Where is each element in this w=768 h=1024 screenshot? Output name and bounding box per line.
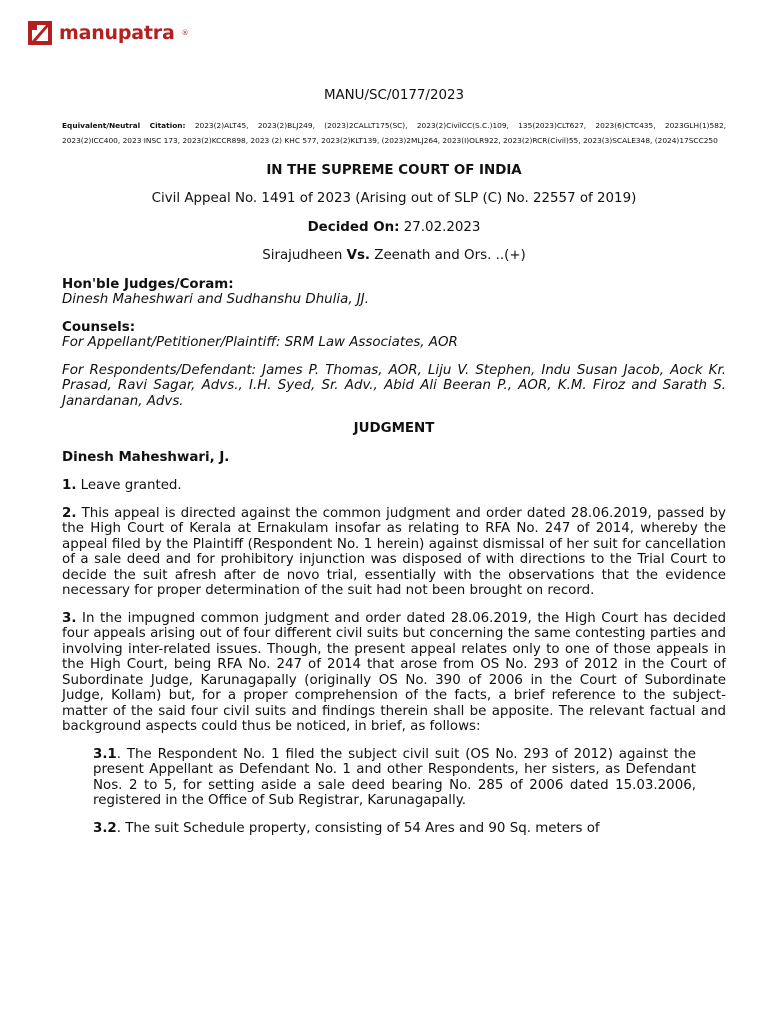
paragraph-text: Leave granted. bbox=[76, 478, 182, 494]
document-page bbox=[62, 88, 726, 848]
manupatra-logo-icon bbox=[27, 20, 53, 46]
judgment-author: Dinesh Maheshwari, J. bbox=[62, 449, 230, 465]
counsels-heading: Counsels: bbox=[62, 319, 136, 335]
counsel-respondents: For Respondents/Defendant: James P. Thomas, AOR, Liju V. Stephen, Indu Susan Jacob, Aock Kr. Prasad, Ravi Sagar, Advs., I.H. Syed, Sr. Adv., Abid Ali Beeran P., AOR, K.M. Firoz and Sarath S. Janardanan, Advs. bbox=[62, 362, 726, 409]
decided-on bbox=[62, 220, 726, 236]
case-parties bbox=[62, 248, 726, 264]
versus-label: Vs. bbox=[346, 248, 370, 264]
party-appellant: Sirajudheen bbox=[262, 248, 343, 264]
sub-paragraph-text: . The suit Schedule property, consisting of 54 Ares and 90 Sq. meters of bbox=[116, 820, 600, 836]
paragraph bbox=[62, 478, 726, 494]
manu-citation-id: MANU/SC/0177/2023 bbox=[323, 88, 465, 103]
paragraph-number: 3. bbox=[62, 610, 77, 626]
brand-registered-mark: ® bbox=[181, 29, 189, 37]
paragraph bbox=[62, 506, 726, 599]
counsel-appellant: For Appellant/Petitioner/Plaintiff: SRM Law Associates, AOR bbox=[62, 335, 458, 351]
paragraph-number: 1. bbox=[62, 478, 77, 494]
sub-paragraph-number: 3.1 bbox=[93, 746, 117, 762]
court-name: IN THE SUPREME COURT OF INDIA bbox=[266, 162, 522, 178]
coram-names: Dinesh Maheshwari and Sudhanshu Dhulia, JJ. bbox=[62, 292, 369, 308]
equivalent-citation bbox=[62, 118, 726, 149]
party-respondent: Zeenath and Ors. ..(+) bbox=[374, 248, 526, 264]
sub-paragraph-text: . The Respondent No. 1 filed the subject civil suit (OS No. 293 of 2012) against the present Appellant as Defendant No. 1 and other Respondents, her sisters, as Defendant Nos. 2 to 5, for setting aside a sale deed bearing No. 285 of 2006 dated 15.03.2006, registered in the Office of Sub Registrar, Karunagapally. bbox=[93, 746, 696, 809]
paragraph-text: This appeal is directed against the common judgment and order dated 28.06.2019, passed by the High Court of Kerala at Ernakulam insofar as relating to RFA No. 247 of 2014, whereby the appeal filed by the Plaintiff (Respondent No. 1 herein) against dismissal of her suit for cancellation of a sale deed and for prohibitory injunction was disposed of with directions to the Trial Court to decide the suit afresh after de novo trial, essentially with the observations that the evidence necessary for proper determination of the suit had not been brought on record. bbox=[62, 505, 726, 599]
brand-name: manupatra bbox=[59, 22, 175, 44]
coram-section bbox=[62, 277, 726, 308]
counsels-section bbox=[62, 320, 726, 351]
coram-heading: Hon'ble Judges/Coram: bbox=[62, 276, 234, 292]
judgment-heading: JUDGMENT bbox=[353, 421, 435, 437]
paragraph-number: 2. bbox=[62, 505, 77, 521]
citation-list: 2023(2)ALT45, 2023(2)BLJ249, (2023)2CALLT175(SC), 2023(2)CivilCC(S.C.)109, 135(2023)CLT627, 2023(6)CTC435, 2023GLH(1)582, 2023(2)ICC400, 2023 INSC 173, 2023(2)KCCR898, 2023 (2) KHC 577, 2023(2)KLT139, (2023)2MLJ264, 2023(I)OLR922, 2023(2)RCR(Civil)55, 2023(3)SCALE348, (2024)17SCC250 bbox=[62, 120, 726, 146]
paragraph bbox=[62, 611, 726, 735]
case-number: Civil Appeal No. 1491 of 2023 (Arising out of SLP (C) No. 22557 of 2019) bbox=[151, 191, 637, 207]
paragraph-text: In the impugned common judgment and order dated 28.06.2019, the High Court has decided four appeals arising out of four different civil suits but concerning the same contesting parties and involving inter-related issues. Though, the present appeal relates only to one of those appeals in the High Court, being RFA No. 247 of 2014 that arose from OS No. 293 of 2012 in the Court of Subordinate Judge, Karunagapally (originally OS No. 390 of 2006 in the Court of Subordinate Judge, Kollam) but, for a proper comprehension of the facts, a brief reference to the subject-matter of the said four civil suits and findings therein shall be apposite. The relevant factual and background aspects could thus be noticed, in brief, as follows: bbox=[62, 610, 726, 735]
sub-paragraph-number: 3.2 bbox=[93, 820, 117, 836]
decided-label: Decided On: bbox=[307, 219, 400, 235]
citation-label: Equivalent/Neutral Citation: bbox=[62, 120, 186, 130]
sub-paragraph bbox=[93, 821, 696, 837]
manupatra-logo bbox=[27, 20, 189, 46]
sub-paragraph bbox=[93, 747, 696, 809]
decided-date: 27.02.2023 bbox=[403, 219, 481, 235]
